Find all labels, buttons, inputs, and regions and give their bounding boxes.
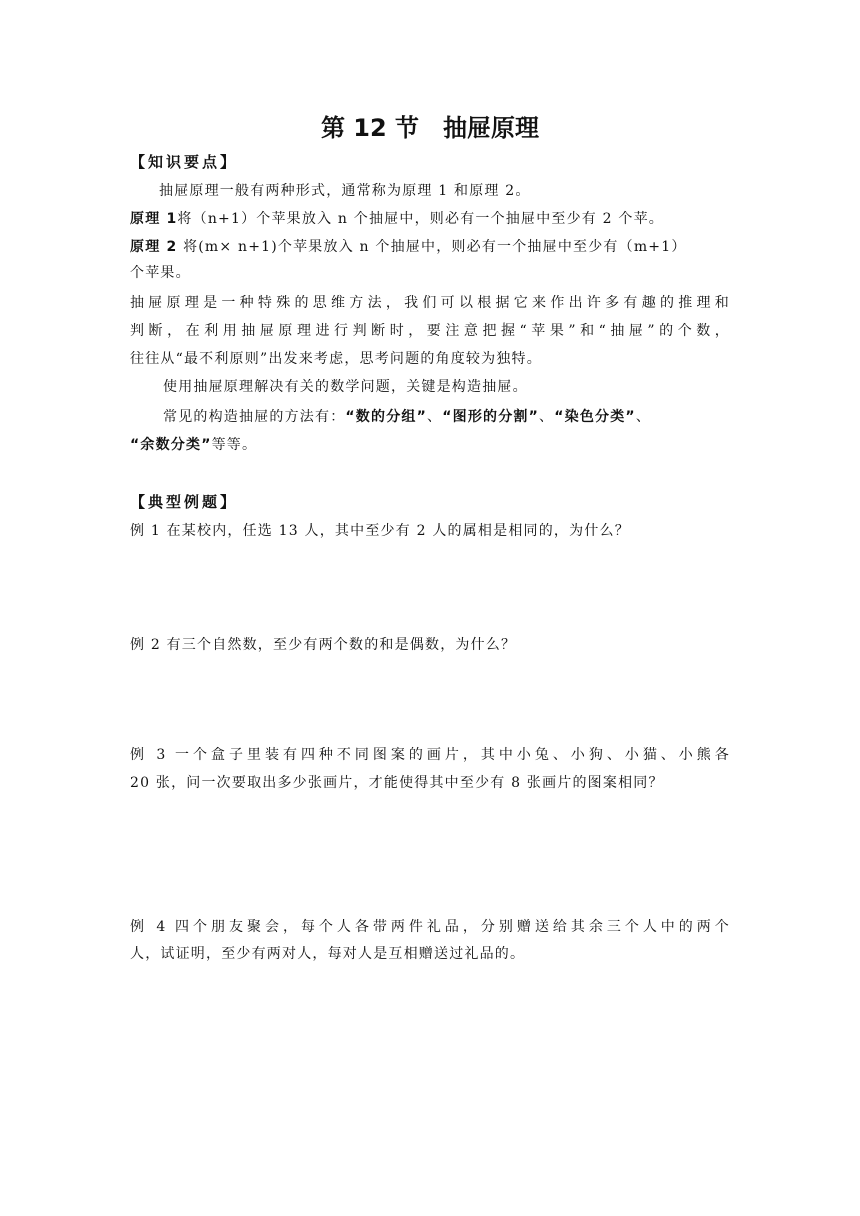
example-3-line-2: 20 张，问一次要取出多少张画片，才能使得其中至少有 8 张画片的图案相同？ [130,775,664,791]
example-4-line-1: 例 4 四个朋友聚会，每个人各带两件礼品，分别赠送给其余三个人中的两个 [130,919,730,935]
methods-line-2 [130,434,730,456]
example-4-line-2: 人，试证明，至少有两对人，每对人是互相赠送过礼品的。 [130,946,526,962]
principle-2-text: 将(m× n+1)个苹果放入 n 个抽屉中，则必有一个抽屉中至少有（m+1） [177,239,687,255]
method-shape-partition: “图形的分割” [442,409,540,425]
knowledge-heading: 【知识要点】 [130,153,239,171]
knowledge-intro: 抽屉原理一般有两种形式，通常称为原理 1 和原理 2。 [159,183,531,199]
method-separator: 、 [539,409,555,425]
methods-line [163,406,730,428]
method-separator: 、 [635,409,652,425]
principle-1-text: 将（n+1）个苹果放入 n 个抽屉中，则必有一个抽屉中至少有 2 个苹。 [177,211,664,227]
principle-1-label: 原理 1 [130,211,178,227]
example-3-line-1: 例 3 一个盒子里装有四种不同图案的画片，其中小兔、小狗、小猫、小熊各 [130,747,730,763]
paragraph-line-2: 判断，在利用抽屉原理进行判断时，要注意把握“苹果”和“抽屉”的个数， [130,323,730,339]
principle-2-cont: 个苹果。 [130,265,191,281]
example-1: 例 1 在某校内，任选 13 人，其中至少有 2 人的属相是相同的，为什么？ [130,523,630,539]
principle-1 [130,208,730,230]
key-line: 使用抽屉原理解决有关的数学问题，关键是构造抽屉。 [163,379,528,395]
method-color-classification: “染色分类” [554,409,636,425]
method-remainder-classification: “余数分类” [130,437,212,453]
method-separator: 、 [427,409,443,425]
paragraph-line-3: 往往从“最不利原则”出发来考虑，思考问题的角度较为独特。 [130,351,542,367]
examples-heading: 【典型例题】 [130,493,239,511]
method-number-grouping: “数的分组” [345,409,428,425]
principle-2 [130,236,730,258]
page-title: 第 12 节 抽屉原理 [320,114,540,142]
methods-prefix: 常见的构造抽屉的方法有： [163,409,346,425]
paragraph-line-1: 抽屉原理是一种特殊的思维方法，我们可以根据它来作出许多有趣的推理和 [130,295,730,311]
example-2: 例 2 有三个自然数，至少有两个数的和是偶数，为什么？ [130,637,517,653]
principle-2-label: 原理 2 [130,239,178,255]
methods-suffix: 等等。 [211,437,258,453]
